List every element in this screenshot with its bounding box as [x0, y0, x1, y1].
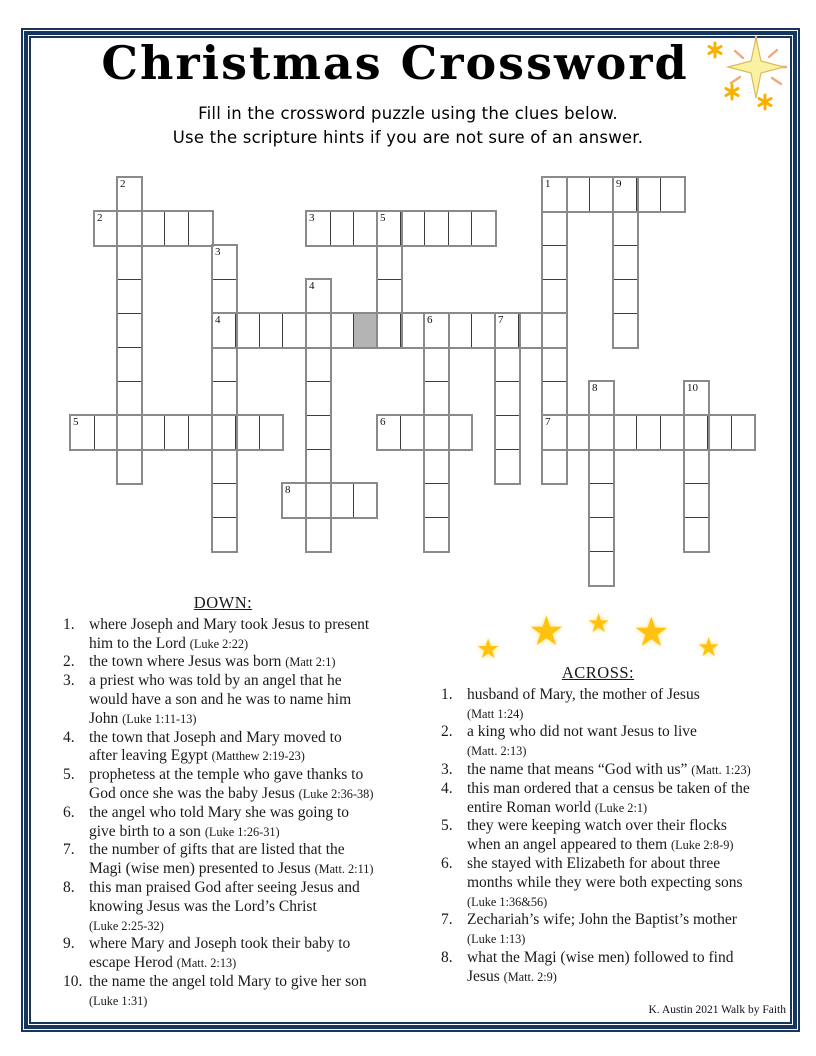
- grid-cell: [518, 313, 543, 348]
- grid-cell: [589, 517, 614, 552]
- grid-cell: [660, 177, 685, 212]
- grid-cell: [424, 483, 449, 518]
- grid-cell: [495, 347, 520, 382]
- cell-number: 8: [592, 382, 598, 394]
- grid-cell: [495, 381, 520, 416]
- grid-cell: [613, 279, 638, 314]
- scripture-reference: (Luke 1:26-31): [204, 824, 280, 839]
- gold-star-icon: ★: [476, 634, 501, 665]
- grid-cell: [117, 381, 142, 416]
- grid-cell: [306, 415, 331, 450]
- grid-cell: [684, 449, 709, 484]
- down-clue-9: [63, 935, 419, 973]
- grid-cell: [542, 313, 567, 348]
- clue-number: 6.: [63, 803, 75, 821]
- cell-number: 5: [73, 416, 79, 428]
- grid-cell: [306, 517, 331, 552]
- across-clue-5: [441, 817, 791, 855]
- clue-line: the number of gifts that are listed that the: [89, 841, 345, 859]
- grid-cell: [353, 211, 378, 246]
- down-clue-1: [63, 616, 419, 654]
- clue-line: a king who did not want Jesus to live: [467, 723, 697, 741]
- clue-line: they were keeping watch over their flocks: [467, 817, 727, 835]
- scripture-reference: (Matt. 2:13): [176, 956, 237, 971]
- grid-cell: [589, 449, 614, 484]
- grid-cell: [495, 415, 520, 450]
- grid-cell: [141, 211, 166, 246]
- credit-text: K. Austin 2021 Walk by Faith: [648, 1004, 786, 1016]
- clue-line: God once she was the baby Jesus (Luke 2:36-38): [89, 784, 374, 802]
- cell-number: 8: [285, 484, 291, 496]
- scripture-reference: (Luke 1:11-13): [122, 711, 197, 726]
- clue-line: the town where Jesus was born (Matt 2:1): [89, 653, 336, 671]
- grid-cell: [613, 245, 638, 280]
- across-clue-3: [441, 761, 791, 780]
- grid-cell: [424, 211, 449, 246]
- down-clue-8: [63, 879, 419, 935]
- grid-cell: [542, 449, 567, 484]
- clue-number: 2.: [441, 723, 453, 741]
- clue-line: [89, 992, 419, 1011]
- grid-cell: [306, 313, 331, 348]
- grid-cell: [306, 449, 331, 484]
- grid-cell: [164, 211, 189, 246]
- grid-cell: [636, 415, 661, 450]
- scripture-reference: (Matt. 2:13): [467, 744, 527, 759]
- clue-number: 6.: [441, 854, 453, 872]
- grid-cell: [542, 347, 567, 382]
- clue-line: Magi (wise men) presented to Jesus (Matt. 2:11): [89, 860, 374, 878]
- clue-number: 9.: [63, 935, 75, 953]
- scripture-reference: (Luke 2:1): [594, 800, 648, 815]
- grid-cell: [377, 245, 402, 280]
- clue-number: 8.: [441, 948, 453, 966]
- clue-line: husband of Mary, the mother of Jesus: [467, 685, 700, 703]
- scripture-reference: (Luke 2:22): [189, 636, 249, 651]
- gold-star-icon: ★: [587, 609, 611, 639]
- clue-number: 3.: [63, 672, 75, 690]
- clue-line: prophetess at the temple who gave thanks to: [89, 766, 364, 784]
- grid-cell: [589, 551, 614, 586]
- cell-number: 6: [380, 416, 386, 428]
- clue-line: John (Luke 1:11-13): [89, 709, 197, 727]
- cell-number: 7: [545, 416, 551, 428]
- down-clue-3: [63, 672, 419, 728]
- grid-cell: [589, 415, 614, 450]
- cell-number: 1: [545, 178, 551, 190]
- grid-cell: [117, 313, 142, 348]
- grid-cell: [330, 211, 355, 246]
- cell-number: 3: [215, 246, 221, 258]
- across-clue-1: [441, 686, 791, 724]
- cell-number: 4: [215, 314, 221, 326]
- grid-cell: [448, 415, 473, 450]
- clue-line: escape Herod (Matt. 2:13): [89, 954, 237, 972]
- cell-number: 2: [120, 178, 126, 190]
- grid-cell: [684, 483, 709, 518]
- clue-line: months while they were both expecting sons: [467, 873, 743, 891]
- clue-number: 3.: [441, 760, 453, 778]
- grid-cell: [471, 313, 496, 348]
- subtitle-line-1: Fill in the crossword puzzle using the clues below.: [198, 104, 618, 123]
- clue-number: 7.: [63, 841, 75, 859]
- across-clues-section: [441, 664, 791, 987]
- grid-cell: [400, 415, 425, 450]
- grid-cell: [495, 449, 520, 484]
- clue-line: [467, 705, 791, 724]
- clue-line: the name the angel told Mary to give her son: [89, 972, 367, 990]
- clue-line: after leaving Egypt (Matthew 2:19-23): [89, 747, 305, 765]
- across-heading: ACROSS:: [561, 663, 635, 682]
- grid-cell: [306, 483, 331, 518]
- grid-cell: [353, 483, 378, 518]
- grid-cell: [377, 313, 402, 348]
- clue-line: would have a son and he was to name him: [89, 690, 352, 708]
- grid-cell: [212, 483, 237, 518]
- gold-star-icon: ★: [528, 607, 565, 655]
- clue-number: 10.: [63, 972, 83, 990]
- grid-cell: [212, 415, 237, 450]
- clue-line: knowing Jesus was the Lord’s Christ: [89, 897, 317, 915]
- grid-cell: [212, 517, 237, 552]
- down-clues-section: [63, 594, 419, 1011]
- grid-cell: [613, 211, 638, 246]
- grid-cell: [117, 449, 142, 484]
- grid-cell: [660, 415, 685, 450]
- gold-star-icon: ★: [633, 608, 670, 656]
- clue-line: [467, 893, 791, 912]
- clue-number: 5.: [63, 766, 75, 784]
- clue-line: Jesus (Matt. 2:9): [467, 967, 557, 985]
- grid-cell: [424, 517, 449, 552]
- grid-cell: [566, 177, 591, 212]
- grid-cell: [424, 381, 449, 416]
- scripture-reference: (Matt. 2:11): [314, 862, 374, 877]
- clue-line: where Mary and Joseph took their baby to: [89, 935, 351, 953]
- clue-number: 7.: [441, 911, 453, 929]
- clue-line: she stayed with Elizabeth for about three: [467, 854, 721, 872]
- grid-cell: [259, 415, 284, 450]
- grid-cell: [589, 483, 614, 518]
- grid-cell: [613, 415, 638, 450]
- clue-line: [89, 917, 419, 936]
- grid-cell: [212, 279, 237, 314]
- scripture-reference: (Luke 2:8-9): [671, 838, 734, 853]
- clue-line: this man ordered that a census be taken of the: [467, 779, 750, 797]
- grid-cell: [589, 177, 614, 212]
- clue-line: the name that means “God with us” (Matt. 1:23): [467, 760, 751, 778]
- grid-cell: [542, 381, 567, 416]
- down-clue-6: [63, 804, 419, 842]
- grid-cell: [117, 279, 142, 314]
- grid-cell: [542, 211, 567, 246]
- cell-number: 9: [616, 178, 622, 190]
- clue-number: 1.: [63, 615, 75, 633]
- grid-cell: [636, 177, 661, 212]
- clue-line: give birth to a son (Luke 1:26-31): [89, 822, 280, 840]
- grid-cell: [306, 347, 331, 382]
- clue-number: 5.: [441, 817, 453, 835]
- down-clue-4: [63, 729, 419, 767]
- grid-cell: [448, 211, 473, 246]
- scripture-reference: (Luke 2:25-32): [89, 918, 164, 933]
- grid-cell: [448, 313, 473, 348]
- scripture-reference: (Matt 2:1): [285, 655, 336, 670]
- down-clue-10: [63, 973, 419, 1011]
- grid-cell: [566, 415, 591, 450]
- clue-line: when an angel appeared to them (Luke 2:8-9): [467, 836, 734, 854]
- grid-cell: [542, 245, 567, 280]
- grid-cell: [188, 415, 213, 450]
- grid-cell: [141, 415, 166, 450]
- bethlehem-star-ornament: [698, 30, 803, 122]
- grid-cell: [117, 245, 142, 280]
- grid-cell: [471, 211, 496, 246]
- subtitle-line-2: Use the scripture hints if you are not sure of an answer.: [172, 128, 644, 147]
- page-title: Christmas Crossword: [101, 36, 689, 90]
- scripture-reference: (Luke 1:13): [467, 932, 526, 947]
- scripture-reference: (Luke 2:36-38): [298, 786, 374, 801]
- across-clue-8: [441, 949, 791, 987]
- across-clue-7: [441, 911, 791, 949]
- grid-cell: [684, 517, 709, 552]
- across-clue-list: [441, 686, 791, 987]
- clue-line: entire Roman world (Luke 2:1): [467, 798, 648, 816]
- grid-cell: [117, 211, 142, 246]
- grid-cell: [282, 313, 307, 348]
- clue-line: [467, 930, 791, 949]
- clue-number: 2.: [63, 653, 75, 671]
- grid-cell: [212, 449, 237, 484]
- clue-line: him to the Lord (Luke 2:22): [89, 634, 249, 652]
- cell-number: 5: [380, 212, 386, 224]
- scripture-reference: (Matthew 2:19-23): [211, 749, 305, 764]
- scripture-reference: (Luke 1:31): [89, 993, 148, 1008]
- cell-number: 10: [687, 382, 698, 394]
- clue-line: the angel who told Mary she was going to: [89, 803, 350, 821]
- clue-line: this man praised God after seeing Jesus and: [89, 878, 360, 896]
- grid-cell-space: [353, 313, 378, 348]
- grid-cell: [424, 347, 449, 382]
- clue-number: 4.: [441, 779, 453, 797]
- gold-star-icon: ★: [697, 633, 721, 663]
- grid-cell: [259, 313, 284, 348]
- cell-number: 4: [309, 280, 315, 292]
- across-clue-6: [441, 855, 791, 911]
- down-heading: DOWN:: [193, 593, 253, 612]
- grid-cell: [731, 415, 756, 450]
- grid-cell: [94, 415, 119, 450]
- grid-cell: [400, 313, 425, 348]
- grid-cell: [400, 211, 425, 246]
- clue-line: a priest who was told by an angel that he: [89, 672, 342, 690]
- grid-cell: [330, 313, 355, 348]
- grid-cell: [542, 279, 567, 314]
- grid-cell: [235, 313, 260, 348]
- grid-cell: [613, 313, 638, 348]
- clue-line: where Joseph and Mary took Jesus to present: [89, 615, 370, 633]
- across-clue-2: [441, 723, 791, 761]
- clue-number: 1.: [441, 685, 453, 703]
- scripture-reference: (Matt 1:24): [467, 706, 524, 721]
- across-clue-4: [441, 780, 791, 818]
- grid-cell: [235, 415, 260, 450]
- clue-number: 4.: [63, 728, 75, 746]
- grid-cell: [212, 381, 237, 416]
- clue-line: the town that Joseph and Mary moved to: [89, 728, 342, 746]
- scripture-reference: (Matt. 2:9): [503, 969, 557, 984]
- clue-line: Zechariah’s wife; John the Baptist’s mother: [467, 911, 737, 929]
- scripture-reference: (Matt. 1:23): [691, 762, 751, 777]
- grid-cell: [330, 483, 355, 518]
- cell-number: 7: [498, 314, 504, 326]
- grid-cell: [377, 279, 402, 314]
- clue-number: 8.: [63, 878, 75, 896]
- down-clue-2: [63, 653, 419, 672]
- grid-cell: [117, 347, 142, 382]
- down-clue-7: [63, 841, 419, 879]
- scripture-reference: (Luke 1:36&56): [467, 894, 548, 909]
- down-clue-5: [63, 766, 419, 804]
- grid-cell: [707, 415, 732, 450]
- grid-cell: [424, 449, 449, 484]
- grid-cell: [684, 415, 709, 450]
- grid-cell: [306, 381, 331, 416]
- cell-number: 3: [309, 212, 315, 224]
- grid-cell: [164, 415, 189, 450]
- grid-cell: [424, 415, 449, 450]
- clue-line: what the Magi (wise men) followed to find: [467, 948, 734, 966]
- down-clue-list: [63, 616, 419, 1011]
- clue-line: [467, 742, 791, 761]
- cell-number: 2: [97, 212, 103, 224]
- cell-number: 6: [427, 314, 433, 326]
- grid-cell: [117, 415, 142, 450]
- grid-cell: [212, 347, 237, 382]
- grid-cell: [188, 211, 213, 246]
